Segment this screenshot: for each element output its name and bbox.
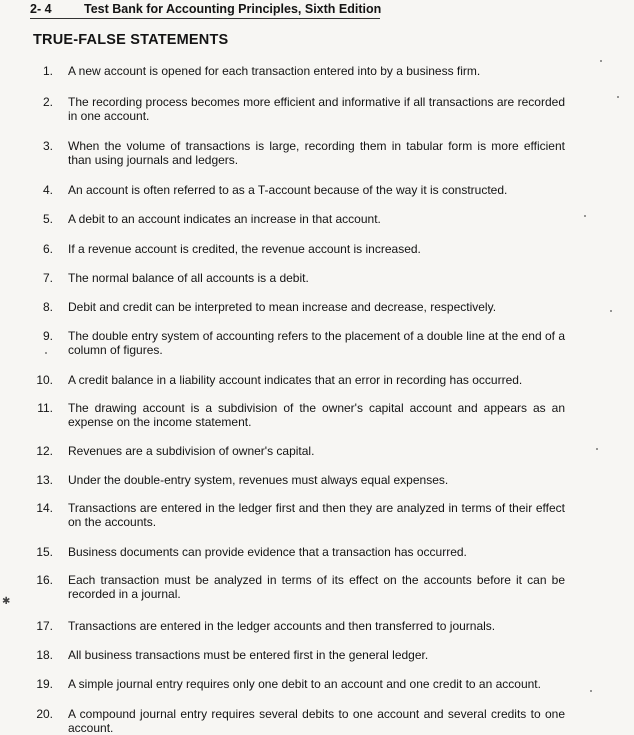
statement-item — [20, 619, 565, 633]
statement-text: A new account is opened for each transaction entered into by a business firm. — [68, 64, 481, 78]
statement-number: 16. — [36, 573, 53, 587]
statement-number: 13. — [36, 473, 53, 487]
statement-number: 18. — [36, 648, 53, 662]
statement-number: 10. — [36, 373, 53, 387]
statement-text: A debit to an account indicates an increase in that account. — [68, 212, 381, 226]
statement-text: Revenues are a subdivision of owner's capital. — [68, 444, 315, 458]
scan-speck — [596, 448, 598, 450]
scan-speck — [584, 215, 586, 217]
statement-text: Transactions are entered in the ledger first and then they are analyzed in terms of their effect on the accounts. — [68, 501, 565, 529]
statement-text: A credit balance in a liability account indicates that an error in recording has occurred. — [68, 373, 523, 387]
scan-speck — [617, 96, 619, 98]
statement-item — [20, 183, 565, 197]
page-header — [30, 2, 380, 19]
scan-speck — [610, 310, 612, 312]
statement-number: 20. — [36, 707, 53, 721]
scan-speck — [590, 690, 592, 692]
statement-text: When the volume of transactions is large, recording them in tabular form is more efficient than using journals and ledgers. — [68, 139, 565, 167]
statement-text: A compound journal entry requires several debits to one account and several credits to one account. — [68, 707, 565, 735]
statement-text: The drawing account is a subdivision of the owner's capital account and appears as an expense on the income statement. — [68, 401, 565, 429]
statement-text: An account is often referred to as a T-account because of the way it is constructed. — [68, 183, 508, 197]
statement-item — [20, 139, 565, 167]
statement-number: 9. — [42, 329, 53, 343]
statement-number: 5. — [42, 212, 53, 226]
statement-item — [20, 373, 565, 387]
statement-item — [20, 573, 565, 601]
statement-item — [20, 444, 565, 458]
statement-text: Debit and credit can be interpreted to mean increase and decrease, respectively. — [68, 300, 497, 314]
statement-number: 1. — [42, 64, 53, 78]
statement-number: 7. — [42, 271, 53, 285]
statement-number: 3. — [42, 139, 53, 153]
statement-number: 8. — [42, 300, 53, 314]
statement-item — [20, 64, 565, 78]
statement-text: The normal balance of all accounts is a debit. — [68, 271, 309, 285]
statement-item — [20, 329, 565, 357]
statement-item — [20, 300, 565, 314]
statement-text: If a revenue account is credited, the revenue account is increased. — [68, 242, 421, 256]
statement-text: Transactions are entered in the ledger accounts and then transferred to journals. — [68, 619, 496, 633]
section-title: TRUE-FALSE STATEMENTS — [33, 32, 229, 48]
statement-item — [20, 501, 565, 529]
statement-number: 15. — [36, 545, 53, 559]
statement-item — [20, 648, 565, 662]
statement-item — [20, 271, 565, 285]
page-number: 2- 4 — [30, 2, 52, 16]
statement-text: Each transaction must be analyzed in terms of its effect on the accounts before it can be recorded in a journal. — [68, 573, 565, 601]
statement-text: A simple journal entry requires only one debit to an account and one credit to an account. — [68, 677, 541, 691]
statement-item — [20, 473, 565, 487]
statement-item — [20, 95, 565, 123]
statement-item — [20, 707, 565, 735]
statement-item — [20, 545, 565, 559]
statement-text: Under the double-entry system, revenues must always equal expenses. — [68, 473, 449, 487]
statement-number: 4. — [42, 183, 53, 197]
statement-text: The recording process becomes more efficient and informative if all transactions are recorded in one account. — [68, 95, 565, 123]
statement-number: 12. — [36, 444, 53, 458]
statement-number: 11. — [37, 401, 53, 415]
statement-number: 17. — [36, 619, 53, 633]
statement-text: The double entry system of accounting refers to the placement of a double line at the end of a column of figures. — [68, 329, 565, 357]
scan-smudge-icon: ✱ — [2, 596, 11, 607]
scan-speck — [600, 60, 602, 62]
statement-number: 14. — [36, 501, 53, 515]
statement-item — [20, 677, 565, 691]
statement-item — [20, 242, 565, 256]
statement-item — [20, 212, 565, 226]
statement-number: 19. — [36, 677, 53, 691]
statement-number: 2. — [42, 95, 53, 109]
scan-speck — [45, 352, 47, 354]
statement-item — [20, 401, 565, 429]
book-title: Test Bank for Accounting Principles, Sixth Edition — [84, 2, 382, 16]
statement-text: All business transactions must be entered first in the general ledger. — [68, 648, 429, 662]
statement-text: Business documents can provide evidence that a transaction has occurred. — [68, 545, 467, 559]
statement-number: 6. — [42, 242, 53, 256]
